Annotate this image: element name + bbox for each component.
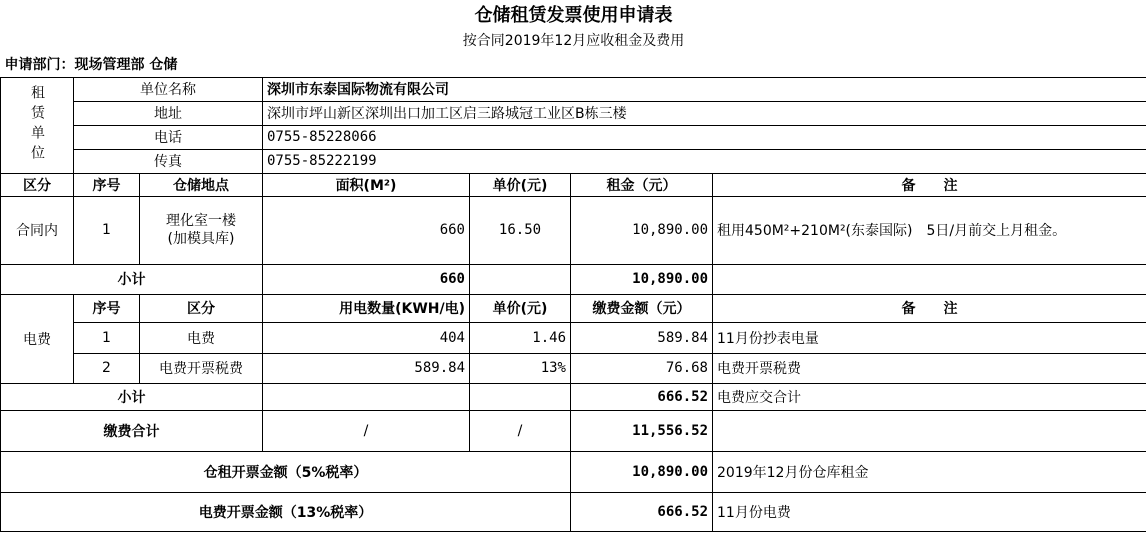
lessee-phone-label: 电话 (74, 125, 263, 149)
rent-row-location-line2: (加模具库) (167, 231, 235, 247)
elec-row-price: 1.46 (470, 322, 571, 353)
total-slash-usage: / (263, 410, 470, 451)
total-label: 缴费合计 (1, 410, 263, 451)
rent-subtotal-empty (470, 264, 571, 294)
rent-row-seq: 1 (74, 196, 140, 264)
rent-subtotal-note (713, 264, 1146, 294)
sheet-title: 仓储租赁发票使用申请表 (474, 5, 673, 26)
rent-header-price: 单价(元) (470, 173, 571, 196)
elec-subtotal-note: 电费应交合计 (713, 383, 1146, 410)
invoice-rent-amount: 10,890.00 (571, 451, 713, 492)
rent-header-size: 面积(M²) (263, 173, 470, 196)
rent-subtotal-label: 小计 (1, 264, 263, 294)
total-amount: 11,556.52 (571, 410, 713, 451)
elec-header-amount: 缴费金额（元） (571, 294, 713, 322)
rent-subtotal-size: 660 (263, 264, 470, 294)
rent-header-area: 区分 (1, 173, 74, 196)
invoice-elec-label: 电费开票金额（13%税率） (1, 492, 571, 531)
elec-header-type: 区分 (140, 294, 263, 322)
elec-header-note: 备 注 (713, 294, 1146, 322)
rent-row-note: 租用450M²+210M²(东泰国际) 5日/月前交上月租金。 (713, 196, 1146, 264)
elec-header-seq: 序号 (74, 294, 140, 322)
elec-row-usage: 589.84 (263, 353, 470, 383)
elec-header-price: 单价(元) (470, 294, 571, 322)
elec-row-type: 电费开票税费 (140, 353, 263, 383)
elec-row-price: 13% (470, 353, 571, 383)
rent-row-rent: 10,890.00 (571, 196, 713, 264)
elec-row-note: 11月份抄表电量 (713, 322, 1146, 353)
elec-row-seq: 1 (74, 322, 140, 353)
invoice-rent-note: 2019年12月份仓库租金 (713, 451, 1146, 492)
lessee-address-label: 地址 (74, 101, 263, 125)
elec-row-note: 电费开票税费 (713, 353, 1146, 383)
rent-row-size: 660 (263, 196, 470, 264)
rent-row-area: 合同内 (1, 196, 74, 264)
elec-row-usage: 404 (263, 322, 470, 353)
elec-row-type: 电费 (140, 322, 263, 353)
invoice-rent-label: 仓租开票金额（5%税率） (1, 451, 571, 492)
rent-header-location: 仓储地点 (140, 173, 263, 196)
elec-group-label: 电费 (1, 294, 74, 383)
rent-row-location-line1: 理化室一楼 (166, 213, 236, 229)
lessee-group-label (1, 77, 74, 173)
sheet-subtitle: 按合同2019年12月应收租金及费用 (462, 33, 685, 49)
lessee-name-value: 深圳市东泰国际物流有限公司 (263, 77, 1146, 101)
rent-header-rent: 租金（元） (571, 173, 713, 196)
lessee-name-label: 单位名称 (74, 77, 263, 101)
elec-row-amount: 76.68 (571, 353, 713, 383)
invoice-elec-note: 11月份电费 (713, 492, 1146, 531)
total-note (713, 410, 1146, 451)
lessee-fax-label: 传真 (74, 149, 263, 173)
department-line: 申请部门：现场管理部 仓储 (1, 52, 1146, 77)
elec-row-amount: 589.84 (571, 322, 713, 353)
elec-subtotal-price (470, 383, 571, 410)
total-slash-price: / (470, 410, 571, 451)
rent-row-price: 16.50 (470, 196, 571, 264)
elec-subtotal-label: 小计 (1, 383, 263, 410)
elec-row-seq: 2 (74, 353, 140, 383)
invoice-elec-amount: 666.52 (571, 492, 713, 531)
rent-row-location (140, 196, 263, 264)
lessee-address-value: 深圳市坪山新区深圳出口加工区启三路城冠工业区B栋三楼 (263, 101, 1146, 125)
lessee-phone-value: 0755-85228066 (263, 125, 1146, 149)
elec-header-usage: 用电数量(KWH/电) (263, 294, 470, 322)
lessee-fax-value: 0755-85222199 (263, 149, 1146, 173)
rent-header-note: 备 注 (713, 173, 1146, 196)
elec-subtotal-amount: 666.52 (571, 383, 713, 410)
rent-header-seq: 序号 (74, 173, 140, 196)
lessee-group-text: 租赁单位 (29, 85, 45, 165)
elec-subtotal-usage (263, 383, 470, 410)
rent-subtotal-rent: 10,890.00 (571, 264, 713, 294)
